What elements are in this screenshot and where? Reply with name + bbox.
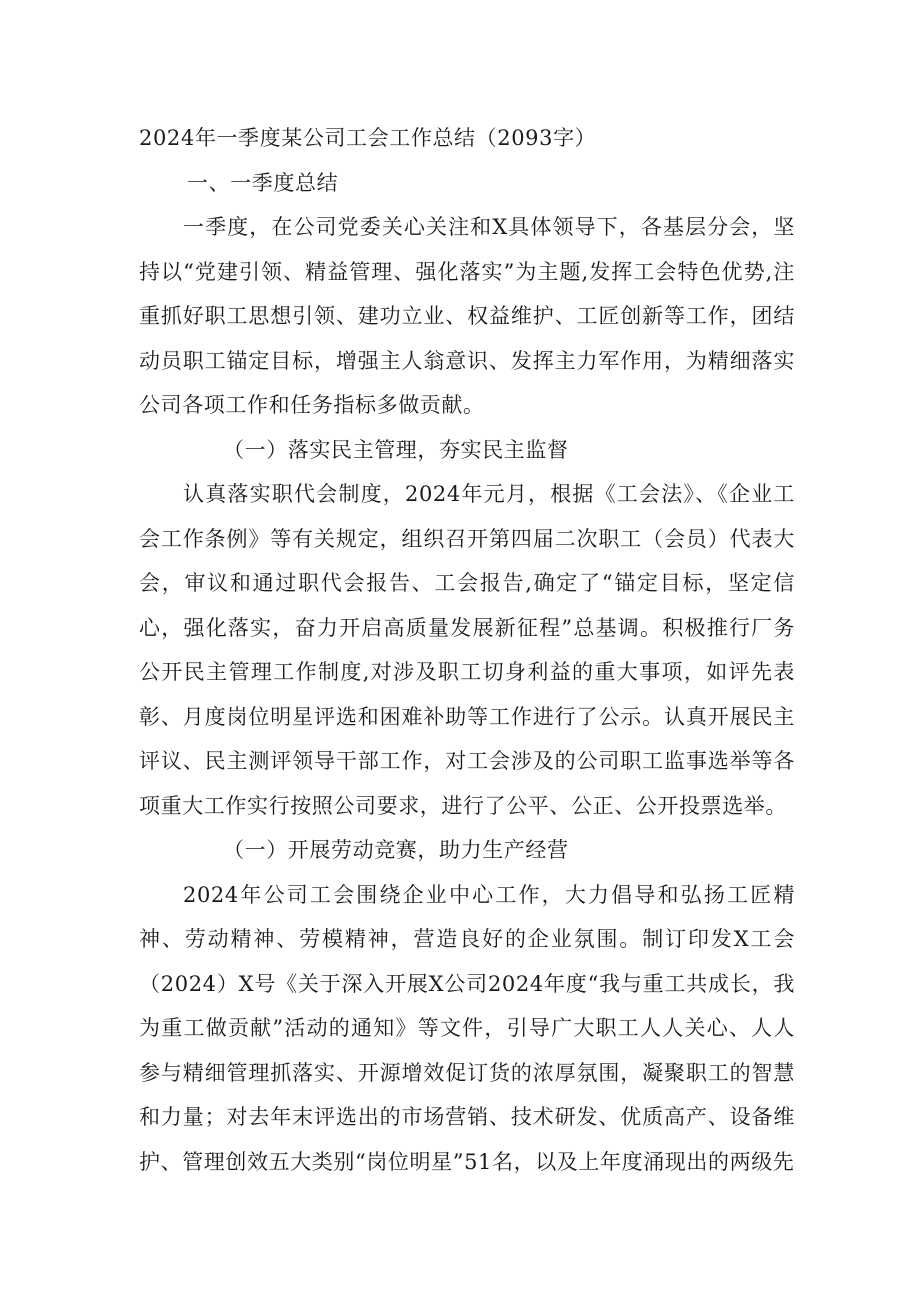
subsection-heading-democratic-management: （一）落实民主管理，夯实民主监督 [223,437,569,462]
summary-paragraph: 一季度，在公司党委关心关注和X具体领导下，各基层分会，坚持以“党建引领、精益管理、强化落实”为主题,发挥工会特色优势,注重抓好职工思想引领、建功立业、权益维护、工匠创新等工作，团结动员职工锚定目标，增强主人翁意识、发挥主力军作用，为精细落实公司各项工作和任务指标多做贡献。 [139,215,795,417]
subsection-heading-labor-competition: （一）开展劳动竞赛，助力生产经营 [223,838,569,862]
democratic-management-paragraph: 认真落实职代会制度，2024年元月，根据《工会法》、《企业工会工作条例》等有关规定，组织召开第四届二次职工（会员）代表大会，审议和通过职代会报告、工会报告,确定了“锚定目标，坚定信心，强化落实，奋力开启高质量发展新征程”总基调。积极推行厂务公开民主管理工作制度,对涉及职工切身利益的重大事项，如评先表彰、月度岗位明星评选和困难补助等工作进行了公示。认真开展民主评议、民主测评领导干部工作，对工会涉及的公司职工监事选举等各项重大工作实行按照公司要求，进行了公平、公正、公开投票选举。 [139,482,795,818]
labor-competition-paragraph: 2024年公司工会围绕企业中心工作，大力倡导和弘扬工匠精神、劳动精神、劳模精神，营造良好的企业氛围。制订印发X工会（2024）X号《关于深入开展X公司2024年度“我与重工共成长，我为重工做贡献”活动的通知》等文件，引导广大职工人人关心、人人参与精细管理抓落实、开源增效促订货的浓厚氛围，凝聚职工的智慧和力量；对去年末评选出的市场营销、技术研发、优质高产、设备维护、管理创效五大类别“岗位明星”51名，以及上年度涌现出的两级先 [139,882,795,1174]
document-title: 2024年一季度某公司工会工作总结（2093字） [139,126,597,150]
document-body [139,116,795,1184]
section-heading: 一、一季度总结 [187,170,339,195]
